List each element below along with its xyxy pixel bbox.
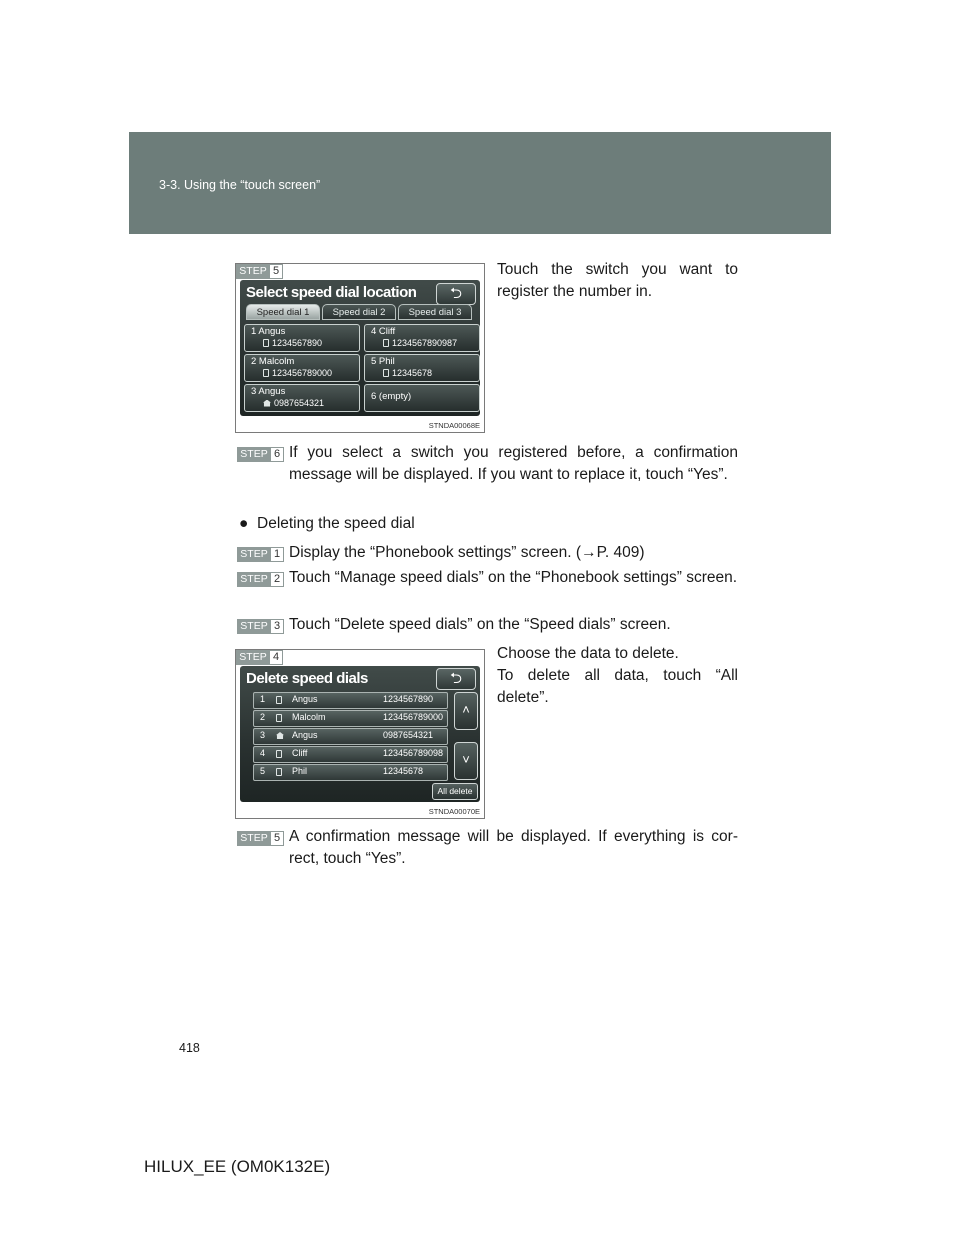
step-badge: STEP 6 xyxy=(237,447,284,462)
mobile-phone-icon xyxy=(276,696,282,704)
speed-dial-slot-6[interactable]: 6 (empty) xyxy=(364,384,480,412)
screen-title: Delete speed dials xyxy=(246,670,368,687)
figure-code: STNDA00068E xyxy=(428,421,480,430)
all-delete-button[interactable]: All delete xyxy=(432,783,478,800)
delete-step5-instruction: A confirmation message will be displayed. If everything is cor-rect, touch “Yes”. xyxy=(289,828,738,867)
tab-speed-dial-1[interactable]: Speed dial 1 xyxy=(246,304,320,320)
step4-instruction-all-delete: To delete all data, touch “All delete”. xyxy=(497,667,738,706)
double-chevron-up-icon: ˄ xyxy=(462,702,470,717)
back-arrow-icon: ⮌ xyxy=(449,670,462,687)
delete-speed-dials-screen xyxy=(240,666,480,802)
bullet-dot-icon: ● xyxy=(239,515,249,532)
tab-speed-dial-3[interactable]: Speed dial 3 xyxy=(398,304,472,320)
mobile-phone-icon xyxy=(263,369,269,377)
step-badge: STEP 3 xyxy=(237,619,284,634)
step-badge: STEP 5 xyxy=(237,831,284,846)
figure-code: STNDA00070E xyxy=(428,807,480,816)
mobile-phone-icon xyxy=(276,750,282,758)
step-badge: STEP 1 xyxy=(237,547,284,562)
speed-dial-slot-2[interactable]: 2 Malcolm 123456789000 xyxy=(244,354,360,382)
bullet-heading: ● Deleting the speed dial xyxy=(239,515,415,532)
section-header xyxy=(129,132,831,234)
step6-instruction: If you select a switch you registered before, a confirmation message will be displayed. If you want to replace it, touch “Yes”. xyxy=(289,444,738,483)
double-chevron-down-icon: ˅ xyxy=(462,752,470,767)
mobile-phone-icon xyxy=(276,768,282,776)
list-item[interactable]: 2 Malcolm 123456789000 xyxy=(253,710,448,727)
step-badge: STEP 2 xyxy=(237,572,284,587)
speed-dial-location-screen xyxy=(240,280,480,416)
page-number: 418 xyxy=(179,1041,200,1055)
scroll-down-button[interactable] xyxy=(454,742,478,780)
delete-step3-instruction: Touch “Delete speed dials” on the “Speed dials” screen. xyxy=(289,616,671,633)
list-item[interactable]: 5 Phil 12345678 xyxy=(253,764,448,781)
scroll-up-button[interactable] xyxy=(454,692,478,730)
mobile-phone-icon xyxy=(276,714,282,722)
home-icon xyxy=(276,732,284,739)
step-badge: STEP 4 xyxy=(236,650,283,665)
step5-instruction: Touch the switch you want to register the number in. xyxy=(497,261,738,300)
list-item[interactable]: 4 Cliff 123456789098 xyxy=(253,746,448,763)
step-badge: STEP 5 xyxy=(236,264,283,279)
speed-dial-slot-1[interactable]: 1 Angus 1234567890 xyxy=(244,324,360,352)
speed-dial-slot-5[interactable]: 5 Phil 12345678 xyxy=(364,354,480,382)
list-item[interactable]: 3 Angus 0987654321 xyxy=(253,728,448,745)
list-item[interactable]: 1 Angus 1234567890 xyxy=(253,692,448,709)
speed-dial-tabs xyxy=(246,304,474,320)
speed-dial-slot-4[interactable]: 4 Cliff 1234567890987 xyxy=(364,324,480,352)
back-arrow-icon: ⮌ xyxy=(449,285,462,302)
delete-step2-instruction: Touch “Manage speed dials” on the “Phonebook settings” screen. xyxy=(289,569,738,586)
mobile-phone-icon xyxy=(263,339,269,347)
screen-title: Select speed dial location xyxy=(246,284,417,301)
back-button[interactable] xyxy=(436,668,476,690)
step4-instruction: Choose the data to delete. xyxy=(497,645,679,662)
section-title: 3-3. Using the “touch screen” xyxy=(159,178,321,192)
tab-speed-dial-2[interactable]: Speed dial 2 xyxy=(322,304,396,320)
speed-dial-slot-3[interactable]: 3 Angus 0987654321 xyxy=(244,384,360,412)
figure-delete-speed-dials xyxy=(235,649,485,819)
home-icon xyxy=(263,400,271,407)
mobile-phone-icon xyxy=(383,369,389,377)
figure-select-speed-dial xyxy=(235,263,485,433)
back-button[interactable] xyxy=(436,283,476,305)
manual-footer: HILUX_EE (OM0K132E) xyxy=(144,1157,331,1176)
delete-step1-instruction: Display the “Phonebook settings” screen. (→P. 409) xyxy=(289,544,645,561)
mobile-phone-icon xyxy=(383,339,389,347)
